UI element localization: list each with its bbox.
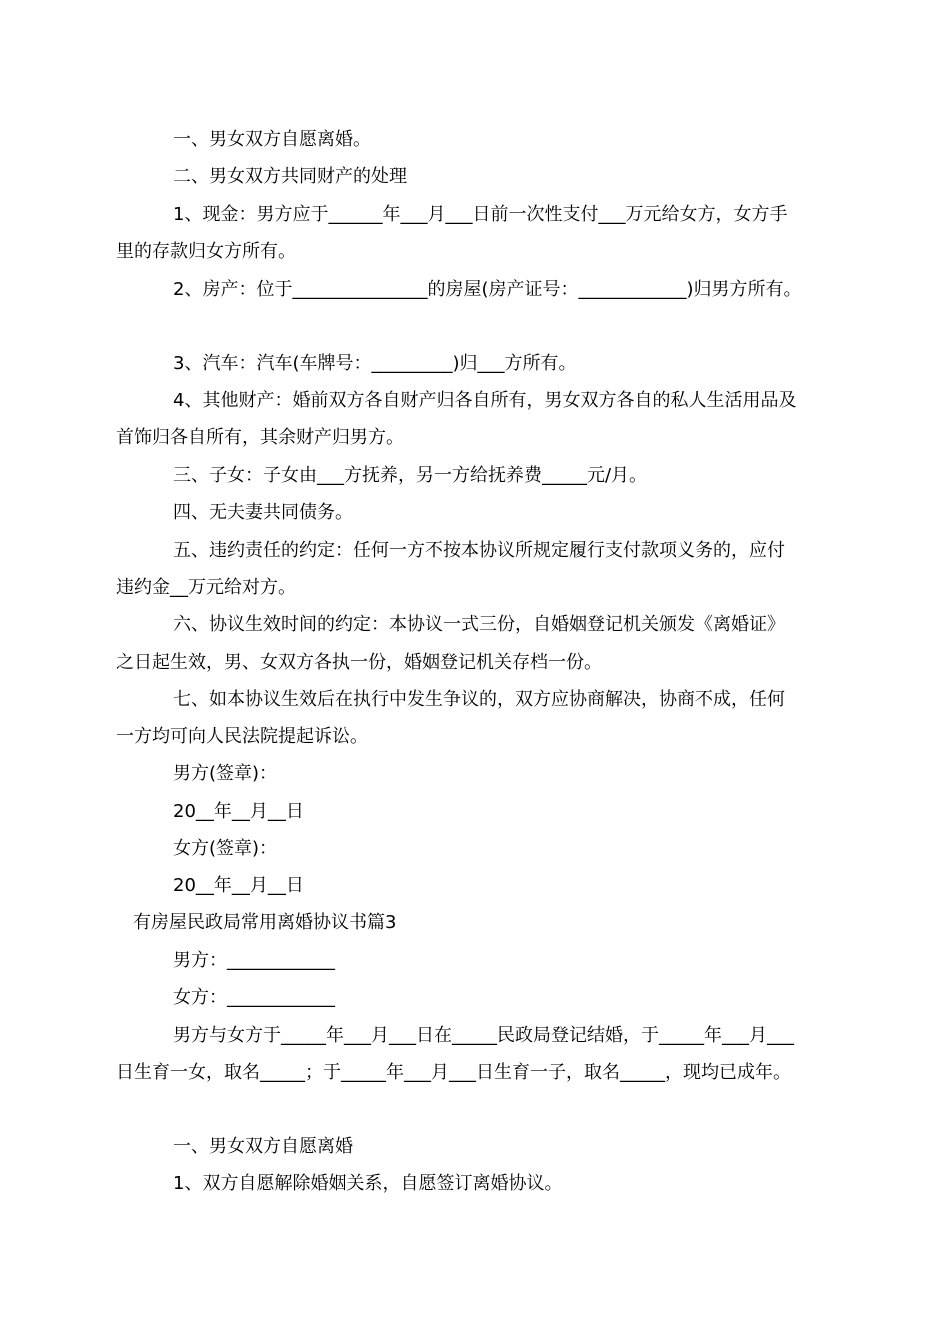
text-line: 六、协议生效时间的约定：本协议一式三份，自婚姻登记机关颁发《离婚证》 — [173, 614, 785, 635]
text-line: 20__年__月__日 — [173, 875, 304, 896]
text-line: 一、男女双方自愿离婚。 — [173, 129, 371, 150]
text-line: 男方：____________ — [173, 950, 335, 971]
text-line: 三、子女：子女由___方抚养，另一方给抚养费_____元/月。 — [173, 465, 648, 486]
text-line: 2、房产：位于_______________的房屋(房产证号：____________)归男方所有。 — [173, 279, 802, 300]
text-line: 女方：____________ — [173, 987, 335, 1008]
text-line: 一方均可向人民法院提起诉讼。 — [116, 726, 368, 747]
section-heading: 有房屋民政局常用离婚协议书篇3 — [133, 912, 397, 933]
text-line: 男方与女方于_____年___月___日在_____民政局登记结婚，于_____年___月___ — [173, 1025, 794, 1046]
text-line: 3、汽车：汽车(车牌号：_________)归___方所有。 — [173, 353, 577, 374]
text-line: 1、双方自愿解除婚姻关系，自愿签订离婚协议。 — [173, 1173, 563, 1194]
text-line: 日生育一女，取名_____；于_____年___月___日生育一子，取名_____，现均已成年。 — [116, 1062, 791, 1083]
text-line: 违约金__万元给对方。 — [116, 577, 296, 598]
text-line: 里的存款归女方所有。 — [116, 241, 296, 262]
text-line: 之日起生效，男、女双方各执一份，婚姻登记机关存档一份。 — [116, 652, 602, 673]
text-line: 1、现金：男方应于______年___月___日前一次性支付___万元给女方，女方手 — [173, 204, 788, 225]
text-line: 首饰归各自所有，其余财产归男方。 — [116, 427, 404, 448]
text-line: 一、男女双方自愿离婚 — [173, 1136, 353, 1157]
text-line: 20__年__月__日 — [173, 801, 304, 822]
text-line: 4、其他财产：婚前双方各自财产归各自所有，男女双方各自的私人生活用品及 — [173, 390, 797, 411]
text-line: 五、违约责任的约定：任何一方不按本协议所规定履行支付款项义务的，应付 — [173, 540, 785, 561]
text-line: 男方(签章)： — [173, 763, 278, 784]
text-line: 二、男女双方共同财产的处理 — [173, 166, 407, 187]
text-line: 七、如本协议生效后在执行中发生争议的，双方应协商解决，协商不成，任何 — [173, 689, 785, 710]
text-line: 女方(签章)： — [173, 838, 278, 859]
text-line: 四、无夫妻共同债务。 — [173, 502, 353, 523]
